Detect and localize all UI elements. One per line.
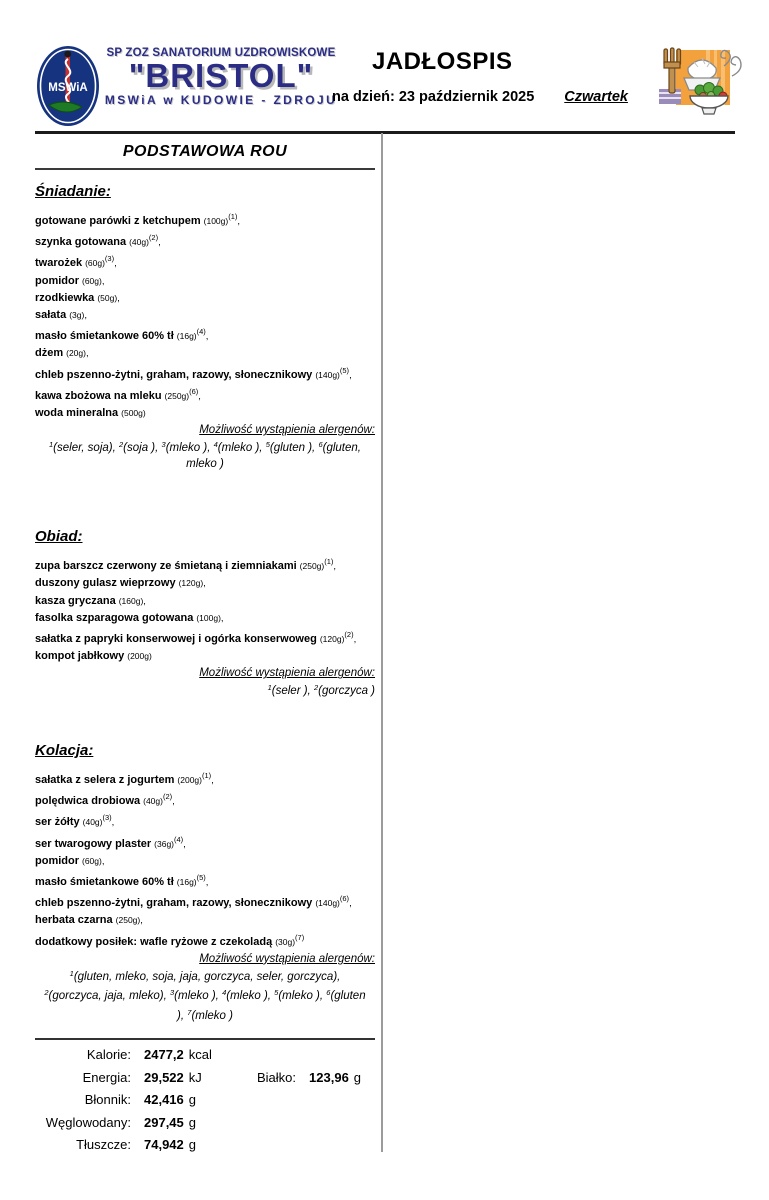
item-portion: (250g) xyxy=(299,561,325,572)
menu-date: na dzień: 23 październik 2025 xyxy=(332,89,535,105)
item-allergen-ref: (3) xyxy=(104,254,115,264)
item-name: sałata xyxy=(35,309,67,322)
mswia-badge-logo xyxy=(36,45,100,132)
menu-item xyxy=(35,789,375,810)
item-allergen-ref: (2) xyxy=(344,630,354,640)
item-portion: (120g) xyxy=(319,634,345,645)
item-name: twarożek xyxy=(35,257,83,270)
item-name: gotowane parówki z ketchupem xyxy=(35,215,201,227)
item-portion: (250g) xyxy=(115,915,141,926)
nutrition-label: Białko: xyxy=(257,1069,297,1085)
item-name: pomidor xyxy=(35,274,79,287)
item-allergen-ref: (6) xyxy=(189,386,199,396)
nutrition-unit: kJ xyxy=(188,1069,202,1085)
menu-item xyxy=(35,290,375,307)
item-allergen-ref: (3) xyxy=(102,813,112,823)
nutrition-unit: g xyxy=(188,1114,196,1130)
nutrition-value: 2477,2 xyxy=(144,1047,184,1062)
page-title: JADŁOSPIS xyxy=(372,48,513,75)
item-portion: (20g) xyxy=(66,348,86,359)
nutrition-unit: kcal xyxy=(188,1047,212,1062)
item-portion: (160g) xyxy=(118,595,144,606)
item-portion: (16g) xyxy=(176,876,197,887)
item-name: zupa barszcz czerwony ze śmietaną i ziemniakami xyxy=(35,560,297,573)
column-divider xyxy=(381,133,383,1152)
item-separator: , xyxy=(205,331,209,343)
nutrition-value: 297,45 xyxy=(144,1114,184,1130)
menu-item xyxy=(35,610,375,627)
item-separator: , xyxy=(353,634,357,646)
nutrition-label: Węglowodany: xyxy=(45,1114,131,1130)
diet-title: PODSTAWOWA ROU xyxy=(35,134,375,170)
allergen-note-title: Możliwość wystąpienia alergenów: xyxy=(199,667,375,680)
menu-item xyxy=(35,384,375,405)
item-separator: , xyxy=(183,838,186,850)
nutrition-label: Kalorie: xyxy=(86,1047,131,1062)
item-allergen-ref: (1) xyxy=(324,557,334,567)
menu-item xyxy=(35,324,375,345)
item-name: masło śmietankowe 60% tł xyxy=(35,330,174,343)
nutrition-unit: g xyxy=(188,1137,196,1152)
allergen-list: $^1$(seler, soja), $^2$(soja ), $^3$(mleko ), $^4$(mleko ), $^5$(gluten ), $^6$(gluten, mleko ) xyxy=(49,440,361,470)
organization-line1: SP ZOZ SANATORIUM UZDROWISKOWE xyxy=(106,47,336,59)
organization-branding xyxy=(100,47,342,107)
item-name: kompot jabłkowy xyxy=(35,650,125,663)
item-name: sałatka z papryki konserwowej i ogórka konserwoweg xyxy=(35,633,317,646)
item-allergen-ref: (4) xyxy=(196,327,206,337)
nutrition-row xyxy=(35,1092,375,1115)
item-portion: (3g) xyxy=(69,310,85,321)
menu-item xyxy=(35,405,375,422)
allergen-list: $^1$(seler ), $^2$(gorczyca ) xyxy=(267,683,375,698)
item-portion: (140g) xyxy=(315,898,340,909)
item-separator: , xyxy=(85,348,89,360)
item-name: ser twarogowy plaster xyxy=(35,837,152,850)
item-portion: (60g) xyxy=(82,275,102,286)
item-separator: , xyxy=(237,216,241,227)
date-line xyxy=(332,89,662,105)
item-portion: (250g) xyxy=(164,390,190,401)
meal-heading: Obiad: xyxy=(35,528,83,546)
nutrition-value: 123,96 xyxy=(309,1069,349,1085)
item-separator: , xyxy=(333,561,337,573)
document-header xyxy=(332,48,662,105)
item-portion: (100g) xyxy=(196,612,221,623)
nutrition-label: Energia: xyxy=(82,1069,131,1085)
item-allergen-ref: (5) xyxy=(339,365,350,375)
item-name: herbata czarna xyxy=(35,914,113,927)
meal-heading: Śniadanie: xyxy=(35,183,111,200)
protein-entry xyxy=(257,1070,361,1085)
menu-item xyxy=(35,870,375,891)
item-separator: , xyxy=(117,292,120,304)
meal-section xyxy=(35,528,375,700)
item-separator: , xyxy=(172,796,175,808)
item-portion: (200g) xyxy=(127,651,152,662)
menu-item xyxy=(35,853,375,870)
item-separator: , xyxy=(140,915,143,927)
item-name: fasolka szparagowa gotowana xyxy=(35,611,194,624)
allergen-list: $^1$(gluten, mleko, soja, jaja, gorczyca, seler, gorczyca), $^2$(gorczyca, jaja, mleko), $^3$(mleko ), $^4$(mleko ), $^5$(mleko ), $^6$(gluten ), $^7$(mleko ) xyxy=(44,968,366,1022)
item-name: masło śmietankowe 60% tł xyxy=(35,875,174,888)
menu-item xyxy=(35,345,375,362)
menu-item xyxy=(35,627,375,648)
menu-item xyxy=(35,230,375,251)
item-separator: , xyxy=(220,612,224,624)
item-name: ser żółty xyxy=(35,816,80,829)
meal-items xyxy=(35,209,375,422)
menu-item xyxy=(35,891,375,912)
item-separator: , xyxy=(205,876,209,888)
item-portion: (500g) xyxy=(121,408,146,419)
item-portion: (40g) xyxy=(82,817,103,828)
item-name: dżem xyxy=(35,347,64,360)
item-name: woda mineralna xyxy=(35,407,119,420)
item-portion: (50g) xyxy=(97,292,118,303)
nutrition-row xyxy=(35,1137,375,1160)
nutrition-row xyxy=(35,1047,375,1070)
logo-text: MSWiA xyxy=(48,82,88,94)
meal-items xyxy=(35,768,375,951)
item-name: duszony gulasz wieprzowy xyxy=(35,577,176,590)
nutrition-row xyxy=(35,1070,375,1093)
item-allergen-ref: (1) xyxy=(228,212,238,221)
item-name: chleb pszenno-żytni, graham, razowy, słonecznikowy xyxy=(35,897,313,910)
item-separator: , xyxy=(198,390,201,402)
item-portion: (40g) xyxy=(143,796,163,807)
meals xyxy=(35,183,375,1024)
menu-item xyxy=(35,912,375,929)
nutrition-summary xyxy=(35,1038,375,1160)
nutrition-unit: g xyxy=(353,1069,362,1085)
nutrition-label: Tłuszcze: xyxy=(76,1137,131,1152)
menu-item xyxy=(35,209,375,230)
item-portion: (100g) xyxy=(203,216,229,226)
nutrition-row xyxy=(35,1115,375,1138)
item-name: chleb pszenno-żytni, graham, razowy, słonecznikowy xyxy=(35,368,313,381)
nutrition-label: Błonnik: xyxy=(84,1092,131,1107)
item-name: polędwica drobiowa xyxy=(35,795,141,808)
menu-item xyxy=(35,768,375,789)
menu-item xyxy=(35,251,375,272)
item-portion: (40g) xyxy=(129,237,149,248)
organization-name: "BRISTOL" xyxy=(128,57,314,94)
nutrition-value: 74,942 xyxy=(144,1137,184,1152)
item-portion: (60g) xyxy=(82,855,102,866)
allergen-note-title: Możliwość wystąpienia alergenów: xyxy=(199,952,375,965)
nutrition-value: 42,416 xyxy=(144,1092,184,1107)
item-separator: , xyxy=(211,774,214,786)
item-separator: , xyxy=(349,898,352,910)
menu-item xyxy=(35,930,375,951)
item-name: szynka gotowana xyxy=(35,236,127,249)
nutrition-value: 29,522 xyxy=(144,1069,184,1085)
item-separator: , xyxy=(84,310,87,322)
meal-items xyxy=(35,554,375,665)
weekday-label: Czwartek xyxy=(564,89,628,105)
item-separator: , xyxy=(114,258,117,270)
item-name: sałatka z selera z jogurtem xyxy=(35,773,175,786)
allergen-note-title: Możliwość wystąpienia alergenów: xyxy=(199,424,375,437)
item-allergen-ref: (6) xyxy=(339,894,350,904)
nutrition-unit: g xyxy=(188,1092,196,1107)
item-separator: , xyxy=(203,578,206,590)
item-name: kawa zbożowa na mleku xyxy=(35,389,162,402)
item-portion: (140g) xyxy=(315,369,340,380)
menu-item xyxy=(35,832,375,853)
meal-section xyxy=(35,183,375,472)
item-portion: (16g) xyxy=(176,331,197,342)
menu-item xyxy=(35,648,375,665)
menu-item xyxy=(35,810,375,831)
item-allergen-ref: (2) xyxy=(148,233,159,243)
item-separator: , xyxy=(158,237,161,249)
menu-item xyxy=(35,273,375,290)
menu-item xyxy=(35,363,375,384)
item-allergen-ref: (5) xyxy=(196,872,206,882)
item-separator: , xyxy=(111,817,115,829)
menu-item xyxy=(35,575,375,592)
item-portion: (30g) xyxy=(275,936,296,947)
meal-clipart-icon xyxy=(654,44,744,127)
menu-item xyxy=(35,593,375,610)
item-separator: , xyxy=(101,855,105,867)
meal-section xyxy=(35,742,375,1024)
item-allergen-ref: (2) xyxy=(162,792,173,802)
meal-heading: Kolacja: xyxy=(35,741,94,759)
item-name: dodatkowy posiłek: wafle ryżowe z czekoladą xyxy=(35,935,273,948)
item-name: pomidor xyxy=(35,854,79,867)
item-allergen-ref: (4) xyxy=(174,834,184,844)
item-separator: , xyxy=(143,595,146,607)
item-allergen-ref: (1) xyxy=(201,770,212,780)
item-portion: (36g) xyxy=(154,838,174,849)
item-separator: , xyxy=(349,369,352,381)
item-name: rzodkiewka xyxy=(35,291,95,304)
item-separator: , xyxy=(101,275,105,287)
menu-column xyxy=(35,134,375,1024)
item-portion: (60g) xyxy=(85,258,105,269)
item-allergen-ref: (7) xyxy=(295,932,305,942)
organization-line2: MSWiA w KUDOWIE - ZDROJU xyxy=(104,93,338,108)
menu-item xyxy=(35,307,375,324)
menu-item xyxy=(35,554,375,575)
item-name: kasza gryczana xyxy=(35,594,116,607)
item-portion: (200g) xyxy=(177,774,202,785)
item-portion: (120g) xyxy=(178,578,204,589)
